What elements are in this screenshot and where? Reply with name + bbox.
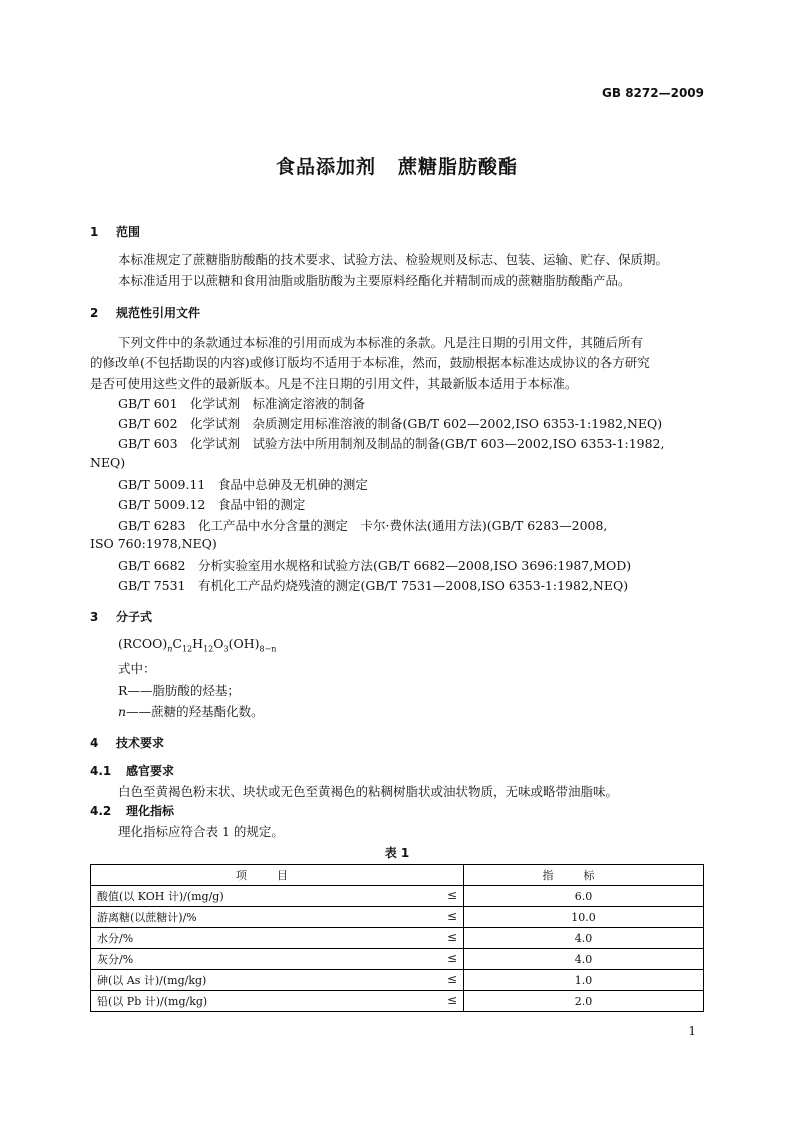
reference-gbt601: GB/T 601 化学试剂 标准滴定溶液的制备: [118, 396, 366, 411]
section-1-para-2: 本标准适用于以蔗糖和食用油脂或脂肪酸为主要原料经酯化并精制而成的蔗糖脂肪酸酯产品。: [118, 273, 631, 288]
reference-gbt603-line-1: GB/T 603 化学试剂 试验方法中所用制剂及制品的制备(GB/T 603—2002,ISO 6353-1:1982,: [118, 436, 665, 451]
section-4-2-text: 理化指标应符合表 1 的规定。: [118, 824, 284, 839]
section-1-para-1: 本标准规定了蔗糖脂肪酸酯的技术要求、试验方法、检验规则及标志、包装、运输、贮存、保质期。: [118, 252, 669, 267]
section-2-heading: 2 规范性引用文件: [90, 306, 201, 320]
row-operator: ≤: [446, 951, 457, 965]
section-2-intro-line-2: 的修改单(不包括勘误的内容)或修订版均不适用于本标准，然而，鼓励根据本标准达成协议的各方研究: [90, 355, 650, 370]
reference-gbt603-line-2: NEQ): [90, 455, 126, 470]
reference-gbt6283-line-1: GB/T 6283 化工产品中水分含量的测定 卡尔·费休法(通用方法)(GB/T 6283—2008,: [118, 518, 608, 533]
reference-gbt5009-12: GB/T 5009.12 食品中铅的测定: [118, 497, 306, 512]
table-row: [91, 928, 704, 949]
row-operator: ≤: [446, 930, 457, 944]
row-value: 6.0: [464, 886, 704, 907]
table-row: [91, 949, 704, 970]
row-value: 1.0: [464, 970, 704, 991]
reference-gbt7531: GB/T 7531 有机化工产品灼烧残渣的测定(GB/T 7531—2008,ISO 6353-1:1982,NEQ): [118, 578, 629, 593]
row-item: 游离糖(以蔗糖计)/%: [97, 911, 197, 924]
row-value: 4.0: [464, 928, 704, 949]
page-title: [0, 152, 794, 179]
reference-gbt602: GB/T 602 化学试剂 杂质测定用标准溶液的制备(GB/T 602—2002,ISO 6353-1:1982,NEQ): [118, 416, 663, 431]
row-operator: ≤: [446, 909, 457, 923]
table-header-row: [91, 865, 704, 886]
section-3-heading: 3 分子式: [90, 610, 153, 624]
row-value: 4.0: [464, 949, 704, 970]
reference-gbt5009-11: GB/T 5009.11 食品中总砷及无机砷的测定: [118, 477, 368, 492]
formula-def-r: R——脂肪酸的烃基；: [118, 683, 240, 698]
table-caption: 表 1: [384, 846, 410, 860]
table-row: [91, 991, 704, 1012]
section-1-heading: 1 范围: [90, 225, 141, 239]
row-operator: ≤: [446, 993, 457, 1007]
formula-def-n: n——蔗糖的羟基酯化数。: [118, 704, 264, 719]
title-part-1: 食品添加剂: [275, 156, 376, 178]
table-row: [91, 970, 704, 991]
row-item: 灰分/%: [97, 953, 134, 966]
page-number: 1: [688, 1024, 696, 1038]
reference-gbt6682: GB/T 6682 分析实验室用水规格和试验方法(GB/T 6682—2008,ISO 3696:1987,MOD): [118, 558, 632, 573]
standard-number: GB 8272—2009: [602, 86, 704, 100]
physicochemical-table: [90, 864, 704, 1012]
row-value: 10.0: [464, 907, 704, 928]
row-operator: ≤: [446, 888, 457, 902]
header-item: 项目: [91, 865, 464, 886]
table-row: [91, 907, 704, 928]
section-4-2-heading: 4.2 理化指标: [90, 804, 175, 818]
table-row: [91, 886, 704, 907]
title-part-2: 蔗糖脂肪酸酯: [398, 156, 519, 178]
row-item: 酸值(以 KOH 计)/(mg/g): [97, 890, 224, 903]
formula-where-label: 式中：: [118, 661, 156, 676]
row-item: 铅(以 Pb 计)/(mg/kg): [97, 995, 208, 1008]
reference-gbt6283-line-2: ISO 760:1978,NEQ): [90, 536, 217, 551]
section-2-intro-line-1: 下列文件中的条款通过本标准的引用而成为本标准的条款。凡是注日期的引用文件，其随后所有: [118, 335, 644, 350]
section-2-intro-line-3: 是否可使用这些文件的最新版本。凡是不注日期的引用文件，其最新版本适用于本标准。: [90, 376, 578, 391]
row-operator: ≤: [446, 972, 457, 986]
section-4-1-text: 白色至黄褐色粉末状、块状或无色至黄褐色的粘稠树脂状或油状物质，无味或略带油脂味。: [118, 784, 619, 799]
row-value: 2.0: [464, 991, 704, 1012]
row-item: 水分/%: [97, 932, 134, 945]
section-4-heading: 4 技术要求: [90, 736, 165, 750]
section-4-1-heading: 4.1 感官要求: [90, 764, 175, 778]
row-item: 砷(以 As 计)/(mg/kg): [97, 974, 207, 987]
molecular-formula: $(RCOO)_nC_{12}H_{12}O_3(OH)_{8-n}$: [118, 636, 277, 654]
header-value: 指标: [464, 865, 704, 886]
